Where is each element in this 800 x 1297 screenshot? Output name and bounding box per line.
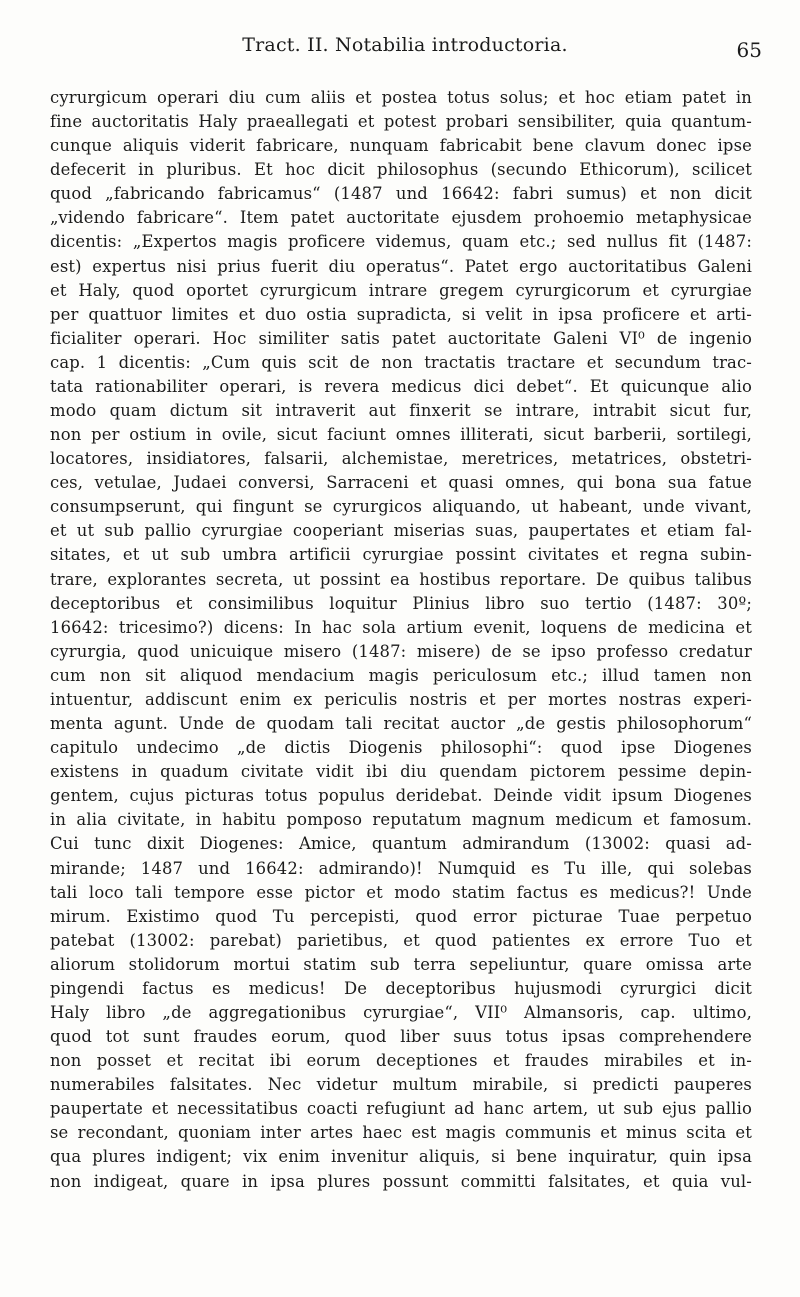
text-line: tali loco tali tempore esse pictor et modo statim factus es medicus?! Unde [50, 882, 752, 902]
text-line: ficialiter operari. Hoc similiter satis patet auctoritate Galeni VI⁰ de ingenio [50, 328, 752, 348]
text-line: cum non sit aliquod mendacium magis periculosum etc.; illud tamen non [50, 665, 752, 685]
text-line: et Haly, quod oportet cyrurgicum intrare gregem cyrurgicorum et cyrurgiae [50, 280, 752, 300]
text-line: locatores, insidiatores, falsarii, alchemistae, meretrices, metatrices, obstetri- [50, 449, 752, 469]
text-line: per quattuor limites et duo ostia supradicta, si velit in ipsa proficere et arti- [50, 304, 752, 324]
text-line: menta agunt. Unde de quodam tali recitat auctor „de gestis philosophorum“ [50, 714, 752, 734]
text-line: „videndo fabricare“. Item patet auctoritate ejusdem prohoemio metaphysicae [50, 208, 752, 228]
text-line: non per ostium in ovile, sicut faciunt omnes illiterati, sicut barberii, sortilegi, [50, 425, 752, 445]
text-line: paupertate et necessitatibus coacti refugiunt ad hanc artem, ut sub ejus pallio [50, 1099, 752, 1119]
text-line: numerabiles falsitates. Nec videtur multum mirabile, si predicti pauperes [50, 1075, 752, 1095]
text-line: existens in quadum civitate vidit ibi diu quendam pictorem pessime depin- [50, 762, 752, 782]
text-line: cunque aliquis viderit fabricare, nunquam fabricabit bene clavum donec ipse [50, 136, 752, 156]
text-line: intuentur, addiscunt enim ex periculis nostris et per mortes nostras experi- [50, 689, 752, 709]
text-line: gentem, cujus picturas totus populus deridebat. Deinde vidit ipsum Diogenes [50, 786, 752, 806]
text-line: cyrurgia, quod unicuique misero (1487: misere) de se ipso professo credatur [50, 641, 752, 661]
text-line: est) expertus nisi prius fuerit diu operatus“. Patet ergo auctoritatibus Galeni [50, 256, 752, 276]
running-head: Tract. II. Notabilia introductoria. [242, 34, 568, 56]
text-line: Cui tunc dixit Diogenes: Amice, quantum admirandum (13002: quasi ad- [50, 834, 752, 854]
page-header [40, 34, 770, 64]
text-line: capitulo undecimo „de dictis Diogenis philosophi“: quod ipse Diogenes [50, 738, 752, 758]
text-line: cap. 1 dicentis: „Cum quis scit de non tractatis tractare et secundum trac- [50, 352, 752, 372]
text-line: cyrurgicum operari diu cum aliis et postea totus solus; et hoc etiam patet in [50, 88, 752, 107]
text-line: non indigeat, quare in ipsa plures possunt committi falsitates, et quia vul- [50, 1171, 752, 1191]
body-text [50, 86, 752, 1194]
text-line: se recondant, quoniam inter artes haec est magis communis et minus scita et [50, 1123, 752, 1143]
text-line: fine auctoritatis Haly praeallegati et potest probari sensibiliter, quia quantum- [50, 112, 752, 132]
text-line: Haly libro „de aggregationibus cyrurgiae“, VII⁰ Almansoris, cap. ultimo, [50, 1002, 752, 1022]
text-line: mirande; 1487 und 16642: admirando)! Numquid es Tu ille, qui solebas [50, 858, 752, 878]
text-line: quod tot sunt fraudes eorum, quod liber suus totus ipsas comprehendere [50, 1027, 752, 1047]
text-line: 16642: tricesimo?) dicens: In hac sola artium evenit, loquens de medicina et [50, 617, 752, 637]
text-line: non posset et recitat ibi eorum deceptiones et fraudes mirabiles et in- [50, 1051, 752, 1071]
text-line: consumpserunt, qui fingunt se cyrurgicos aliquando, ut habeant, unde vivant, [50, 497, 752, 517]
text-line: aliorum stolidorum mortui statim sub terra sepeliuntur, quare omissa arte [50, 954, 752, 974]
page-number: 65 [736, 38, 762, 62]
text-line: patebat (13002: parebat) parietibus, et quod patientes ex errore Tuo et [50, 930, 752, 950]
text-line: et ut sub pallio cyrurgiae cooperiant miserias suas, paupertates et etiam fal- [50, 521, 752, 541]
text-line: tata rationabiliter operari, is revera medicus dici debet“. Et quicunque alio [50, 376, 752, 396]
text-line: modo quam dictum sit intraverit aut finxerit se intrare, intrabit sicut fur, [50, 401, 752, 421]
text-line: mirum. Existimo quod Tu percepisti, quod error picturae Tuae perpetuo [50, 906, 752, 926]
text-line: trare, explorantes secreta, ut possint ea hostibus reportare. De quibus talibus [50, 569, 752, 589]
text-line: dicentis: „Expertos magis proficere videmus, quam etc.; sed nullus fit (1487: [50, 232, 752, 252]
text-line: deceptoribus et consimilibus loquitur Plinius libro suo tertio (1487: 30º; [50, 593, 752, 613]
text-line: qua plures indigent; vix enim invenitur aliquis, si bene inquiratur, quin ipsa [50, 1147, 752, 1167]
text-line: defecerit in pluribus. Et hoc dicit philosophus (secundo Ethicorum), scilicet [50, 160, 752, 180]
text-line: quod „fabricando fabricamus“ (1487 und 16642: fabri sumus) et non dicit [50, 184, 752, 204]
text-line: pingendi factus es medicus! De deceptoribus hujusmodi cyrurgici dicit [50, 978, 752, 998]
text-line: in alia civitate, in habitu pomposo reputatum magnum medicum et famosum. [50, 810, 752, 830]
text-line: sitates, et ut sub umbra artificii cyrurgiae possint civitates et regna subin- [50, 545, 752, 565]
text-line: ces, vetulae, Judaei conversi, Sarraceni et quasi omnes, qui bona sua fatue [50, 473, 752, 493]
